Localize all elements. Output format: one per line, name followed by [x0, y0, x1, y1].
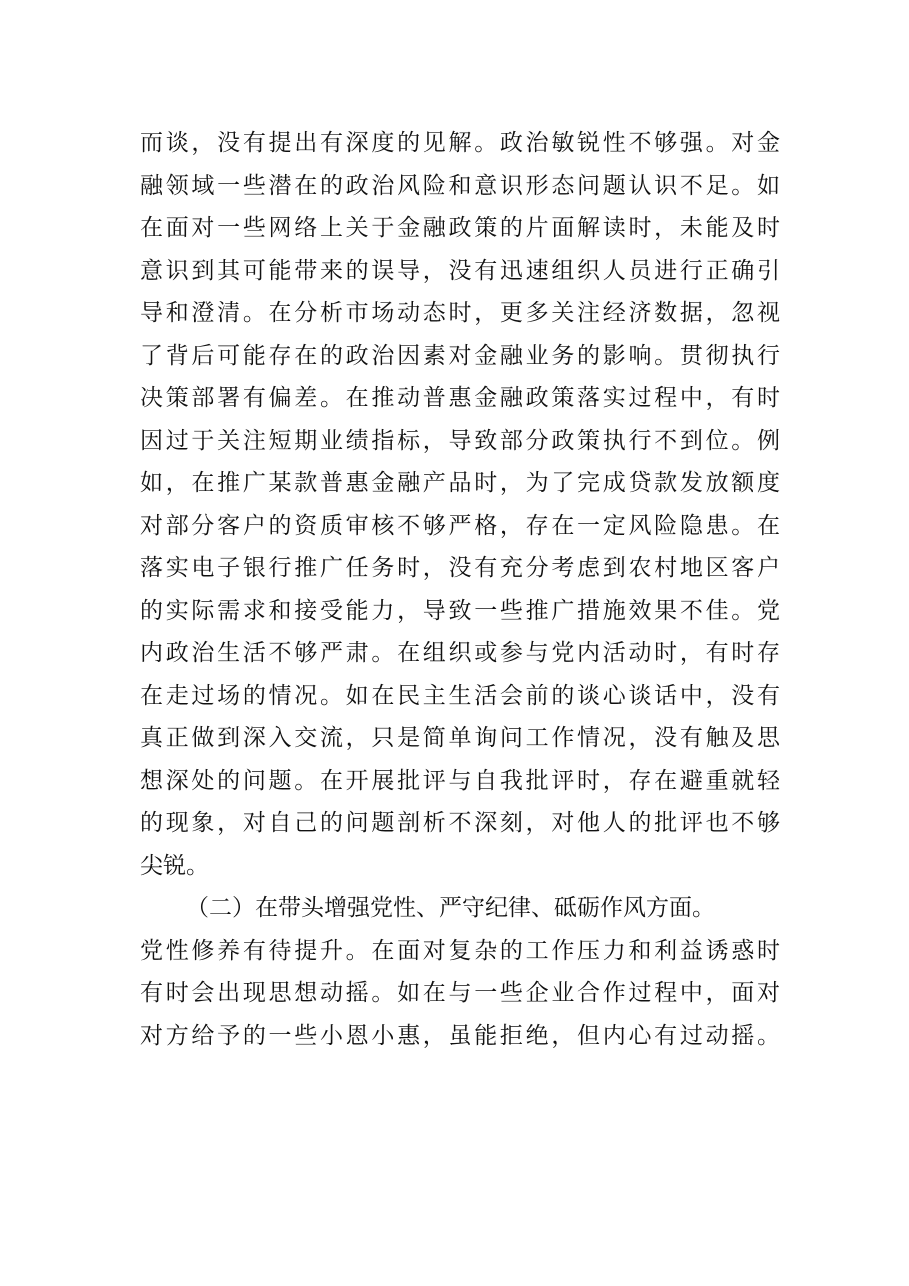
text-line: 了背后可能存在的政治因素对金融业务的影响。贯彻执行: [140, 342, 780, 369]
text-line-paragraph-end: 尖锐。: [140, 852, 209, 879]
text-line: 党性修养有待提升。在面对复杂的工作压力和利益诱惑时: [140, 937, 780, 964]
text-line: 落实电子银行推广任务时，没有充分考虑到农村地区客户: [140, 555, 780, 581]
body-text: [140, 122, 780, 1057]
text-line: 因过于关注短期业绩指标，导致部分政策执行不到位。例: [140, 427, 780, 454]
text-line: 真正做到深入交流，只是简单询问工作情况，没有触及思: [140, 725, 780, 751]
text-line: 在面对一些网络上关于金融政策的片面解读时，未能及时: [140, 215, 780, 241]
text-line: 而谈，没有提出有深度的见解。政治敏锐性不够强。对金: [140, 130, 780, 156]
text-line: 如，在推广某款普惠金融产品时，为了完成贷款发放额度: [140, 470, 780, 496]
text-line: 想深处的问题。在开展批评与自我批评时，存在避重就轻: [140, 767, 780, 794]
text-line: 在走过场的情况。如在民主生活会前的谈心谈话中，没有: [140, 682, 780, 709]
text-line: 对部分客户的资质审核不够严格，存在一定风险隐患。在: [140, 512, 780, 539]
text-line: 有时会出现思想动摇。如在与一些企业合作过程中，面对: [140, 980, 780, 1006]
text-line: 融领域一些潜在的政治风险和意识形态问题认识不足。如: [140, 172, 780, 199]
section-heading: （二）在带头增强党性、严守纪律、砥砺作风方面。: [186, 895, 715, 921]
text-line: 的现象，对自己的问题剖析不深刻，对他人的批评也不够: [140, 810, 780, 836]
text-line: 内政治生活不够严肃。在组织或参与党内活动时，有时存: [140, 640, 780, 666]
text-line: 决策部署有偏差。在推动普惠金融政策落实过程中，有时: [140, 385, 780, 411]
text-line: 对方给予的一些小恩小惠，虽能拒绝，但内心有过动摇。: [140, 1022, 780, 1049]
text-line: 意识到其可能带来的误导，没有迅速组织人员进行正确引: [140, 257, 780, 284]
text-line: 导和澄清。在分析市场动态时，更多关注经济数据，忽视: [140, 300, 780, 326]
text-line: 的实际需求和接受能力，导致一些推广措施效果不佳。党: [140, 597, 780, 624]
